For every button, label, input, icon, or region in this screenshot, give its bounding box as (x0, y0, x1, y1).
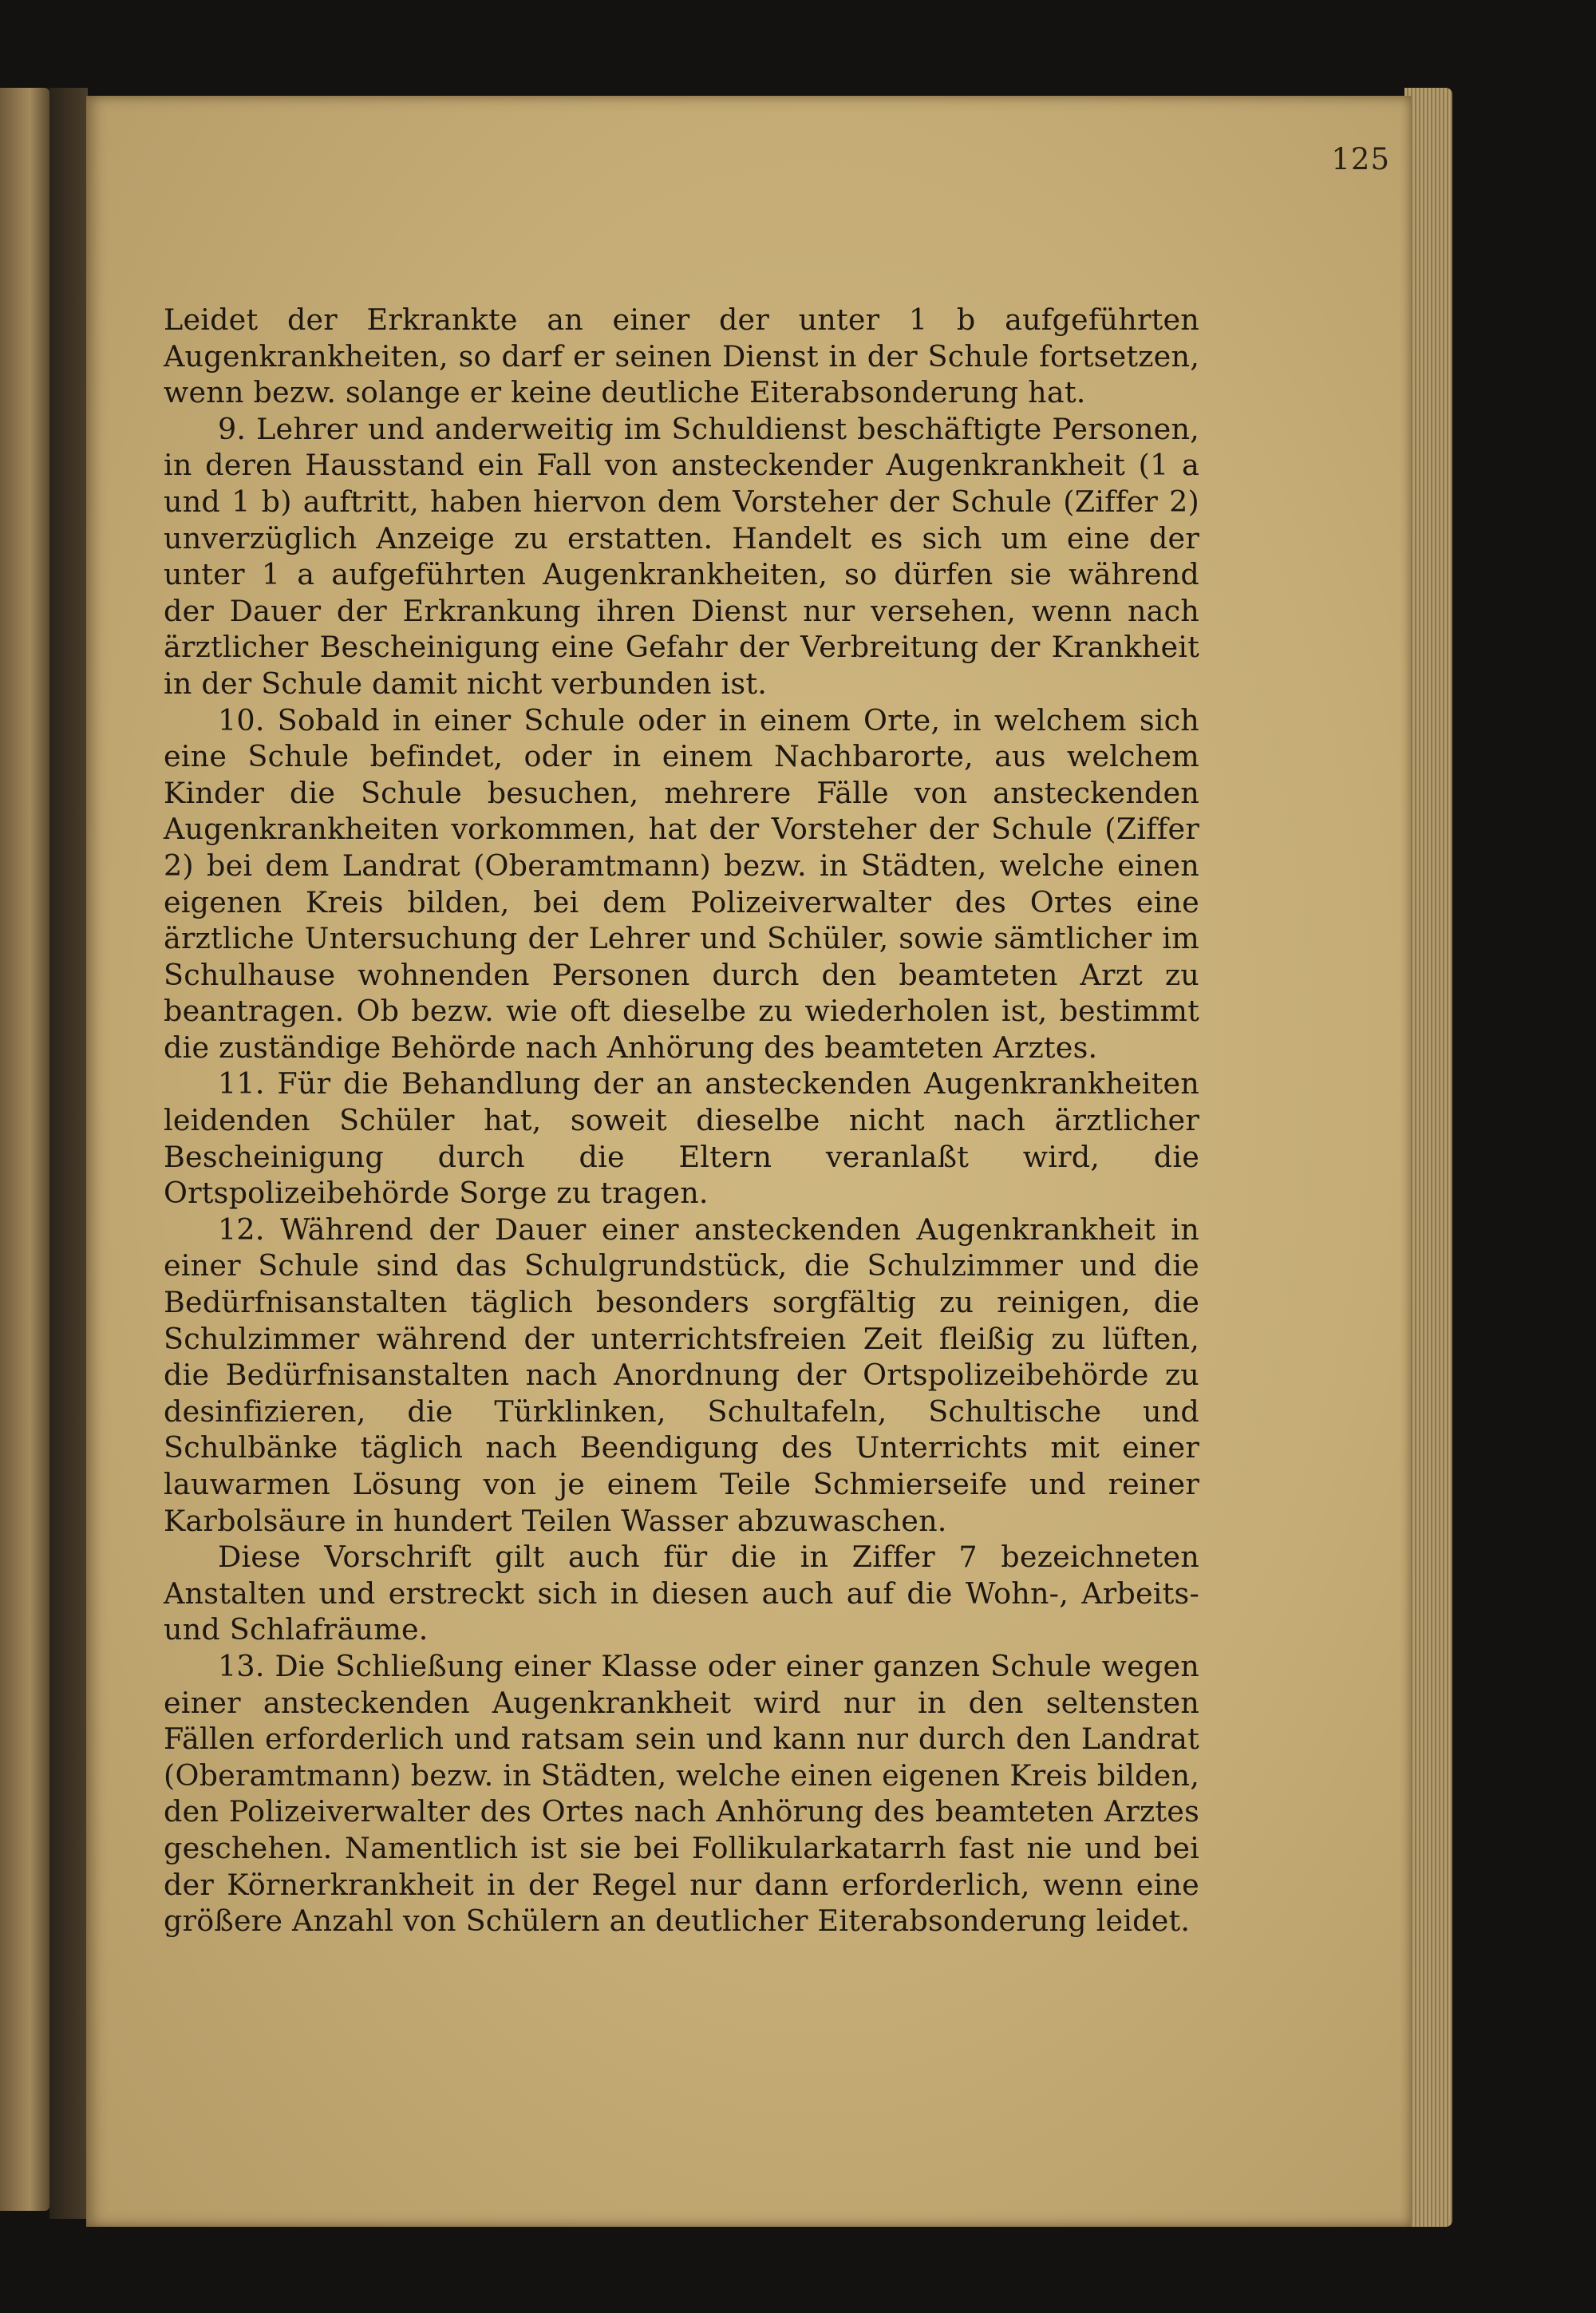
book-gutter (49, 88, 88, 2219)
paragraph-section-13: 13. Die Schließung einer Klasse oder einer ganzen Schule wegen einer ansteckenden Augenkrankheit wird nur in den seltensten Fällen erforderlich und ratsam sein und kann nur durch den Landrat (Oberamtmann) bezw. in Städten, welche einen eigenen Kreis bilden, den Polizeiverwalter des Ortes nach Anhörung des beamteten Arztes geschehen. Namentlich ist sie bei Follikularkatarrh fast nie und bei der Körnerkrankheit in der Regel nur dann erforderlich, wenn eine größere Anzahl von Schülern an deutlicher Eiterabsonderung leidet. (164, 1648, 1199, 1939)
paragraph-section-12: 12. Während der Dauer einer ansteckenden Augenkrankheit in einer Schule sind das Schulgrundstück, die Schulzimmer und die Bedürfnisanstalten täglich besonders sorgfältig zu reinigen, die Schulzimmer während der unterrichtsfreien Zeit fleißig zu lüften, die Bedürfnisanstalten nach Anordnung der Ortspolizeibehörde zu desinfizieren, die Türklinken, Schultafeln, Schultische und Schulbänke täglich nach Beendigung des Unterrichts mit einer lauwarmen Lösung von je einem Teile Schmierseife und reiner Karbolsäure in hundert Teilen Wasser abzuwaschen. (164, 1212, 1199, 1538)
paragraph-section-11: 11. Für die Behandlung der an ansteckenden Augenkrankheiten leidenden Schüler hat, soweit dieselbe nicht nach ärztlicher Bescheinigung durch die Eltern veranlaßt wird, die Ortspolizeibehörde Sorge zu tragen. (164, 1066, 1199, 1211)
page-stack-edges (1404, 88, 1452, 2227)
paragraph-section-12-addendum: Diese Vorschrift gilt auch für die in Ziffer 7 bezeichneten Anstalten und erstreckt sich in diesen auch auf die Wohn-, Arbeits- und Schlafräume. (164, 1540, 1199, 1647)
paragraph-continuation: Leidet der Erkrankte an einer der unter 1 b aufgeführten Augenkrankheiten, so darf er seinen Dienst in der Schule fortsetzen, wenn bezw. solange er keine deutliche Eiterabsonderung hat. (164, 302, 1199, 410)
page-number: 125 (1331, 142, 1390, 176)
facing-page-edge (0, 88, 49, 2211)
paragraph-section-10: 10. Sobald in einer Schule oder in einem Orte, in welchem sich eine Schule befindet, oder in einem Nachbarorte, aus welchem Kinder die Schule besuchen, mehrere Fälle von ansteckenden Augenkrankheiten vorkommen, hat der Vorsteher der Schule (Ziffer 2) bei dem Landrat (Oberamtmann) bezw. in Städten, welche einen eigenen Kreis bilden, bei dem Polizeiverwalter des Ortes eine ärztliche Untersuchung der Lehrer und Schüler, sowie sämtlicher im Schulhause wohnenden Personen durch den beamteten Arzt zu beantragen. Ob bezw. wie oft dieselbe zu wiederholen ist, bestimmt die zuständige Behörde nach Anhörung des beamteten Arztes. (164, 702, 1199, 1065)
paragraph-section-9: 9. Lehrer und anderweitig im Schuldienst beschäftigte Personen, in deren Hausstand ein Fall von ansteckender Augenkrankheit (1 a und 1 b) auftritt, haben hiervon dem Vorsteher der Schule (Ziffer 2) unverzüglich Anzeige zu erstatten. Handelt es sich um eine der unter 1 a aufgeführten Augenkrankheiten, so dürfen sie während der Dauer der Erkrankung ihren Dienst nur versehen, wenn nach ärztlicher Bescheinigung eine Gefahr der Verbreitung der Krankheit in der Schule damit nicht verbunden ist. (164, 411, 1199, 701)
page-body (164, 302, 1199, 1939)
